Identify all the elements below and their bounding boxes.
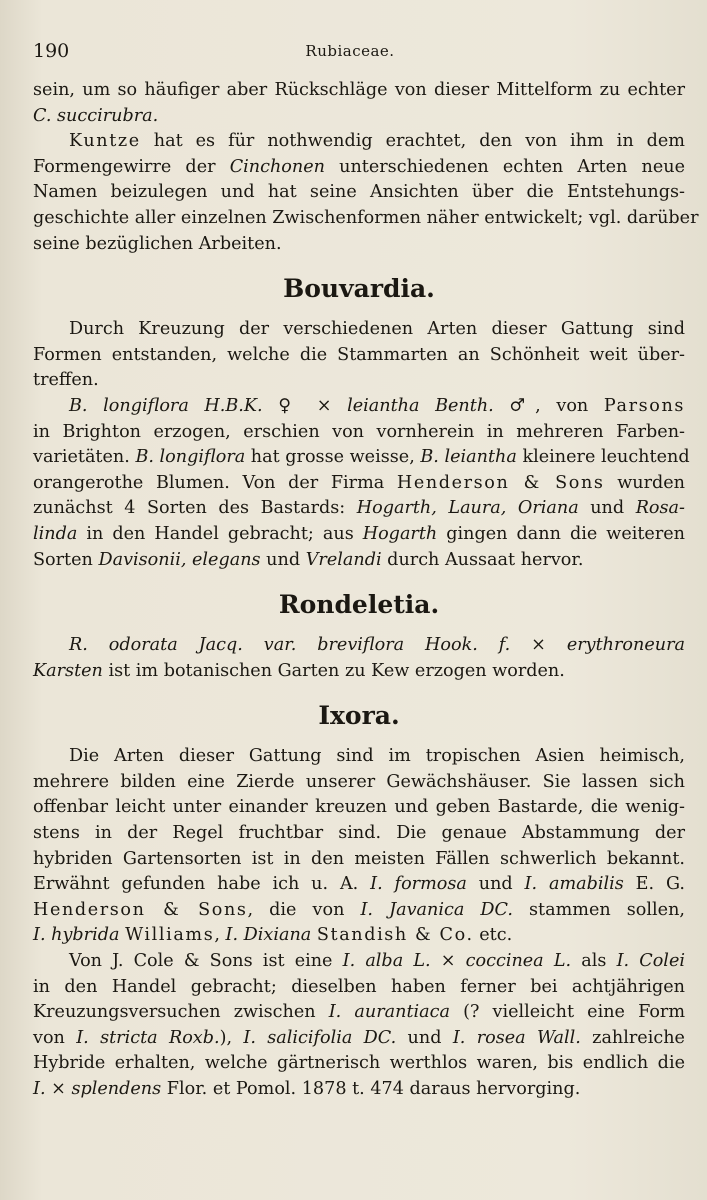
text-run: durch Aussaat hervor. (381, 549, 584, 570)
text-run: wurden (604, 472, 686, 493)
text-run: zahlreiche (580, 1027, 685, 1048)
text-line: Namen beizulegen und hat seine Ansichten über die Entstehungs- (33, 182, 685, 203)
page-body (33, 78, 699, 1103)
section-heading-ixora: Ixora. (318, 701, 400, 731)
taxon-name: Cinchonen (229, 156, 325, 177)
text-run: Von J. Cole & Sons ist eine (69, 951, 343, 972)
taxon-name: I. stricta Roxb. (76, 1027, 220, 1048)
text-line: mehrere bilden eine Zierde unserer Gewächshäuser. Sie lassen sich (33, 771, 685, 792)
cultivar-name: linda (33, 523, 78, 544)
text-run: und (466, 874, 525, 895)
text-run: Kreuzungsversuchen zwischen (33, 1002, 329, 1023)
intro-paragraph (33, 78, 699, 257)
text-run: E. G. (623, 874, 685, 895)
text-line (33, 633, 685, 659)
text-run: varietäten. (33, 447, 136, 468)
text-run: und (578, 498, 636, 519)
text-run: etc. (473, 925, 513, 946)
taxon-name: C. succirubra. (33, 105, 159, 126)
text-run: Erwähnt gefunden habe ich u. A. (33, 874, 371, 895)
taxon-name: I. × splendens (33, 1079, 162, 1099)
text-line: offenbar leicht unter einander kreuzen und geben Bastarde, die wenig- (33, 797, 685, 818)
text-run: hat es für nothwendig erachtet, den von ihm in dem (140, 131, 685, 152)
text-run: ist im botanischen Garten zu Kew erzogen worden. (102, 660, 565, 681)
text-run: ), (219, 1027, 244, 1048)
firm-name: Henderson & Sons (396, 472, 605, 493)
taxon-author: Karsten (33, 660, 103, 681)
text-line (33, 1026, 685, 1052)
text-line (33, 104, 685, 130)
text-line (33, 394, 685, 420)
text-run: Flor. et Pomol. 1878 t. 474 daraus hervorging. (161, 1079, 581, 1099)
taxon-name: I. aurantiaca (328, 1002, 450, 1023)
text-line: Hybride erhalten, welche gärtnerisch werthlos waren, bis endlich die (33, 1053, 685, 1074)
text-run: von (33, 1027, 77, 1048)
taxon-name: I. formosa (370, 874, 467, 895)
taxon-name: I. alba L. × coccinea L. (342, 951, 572, 972)
cultivar-names: Hogarth, Laura, Oriana (356, 498, 579, 519)
text-line (33, 1000, 685, 1026)
ixora-section (33, 744, 685, 1102)
text-line (33, 155, 685, 181)
text-line (33, 129, 685, 155)
text-line: sein, um so häufiger aber Rückschläge von dieser Mittelform zu echter (33, 80, 685, 100)
person-name: Williams (125, 925, 215, 946)
cultivar-name: Vrelandi (305, 549, 382, 570)
text-run: Sorten (33, 549, 99, 570)
text-run: , von (535, 395, 604, 416)
text-run: kleinere leuchtend (516, 447, 690, 468)
taxon-name: I. hybrida (33, 925, 120, 946)
page-number: 190 (33, 40, 70, 62)
text-run: Formengewirre der (33, 156, 230, 177)
text-line: seine bezüglichen Arbeiten. (33, 233, 282, 254)
text-run: in den Handel gebracht; aus (77, 523, 363, 544)
author-name: Kuntze (69, 131, 141, 152)
text-line (33, 949, 685, 975)
text-line: Die Arten dieser Gattung sind im tropischen Asien heimisch, (69, 746, 685, 767)
taxon-name: I. Colei (616, 951, 685, 972)
section-heading-bouvardia: Bouvardia. (283, 274, 435, 304)
taxon-name: I. amabilis (524, 874, 624, 895)
text-line: in den Handel gebracht; dieselben haben ferner bei achtjährigen (33, 976, 685, 997)
text-line (33, 445, 690, 471)
taxon-name: B. longiflora H.B.K. ♀ × leiantha Benth. ♂ (69, 395, 536, 416)
section-heading-rondeletia: Rondeletia. (278, 590, 440, 620)
text-line: hybriden Gartensorten ist in den meisten Fällen schwerlich bekannt. (33, 848, 685, 869)
taxon-name: B. leiantha (420, 447, 517, 468)
cultivar-name: Rosa- (635, 498, 685, 519)
text-run: , die von (247, 899, 361, 920)
rondeletia-section (33, 633, 685, 684)
running-head: Rubiaceae. (305, 42, 395, 60)
taxon-name: B. longiflora (135, 447, 246, 468)
text-line: in Brighton erzogen, erschien von vornherein in mehreren Farben- (33, 421, 685, 442)
text-run: stammen sollen, (512, 899, 685, 920)
text-line (33, 1077, 685, 1103)
text-run: und (260, 549, 306, 570)
text-line (33, 923, 685, 949)
text-line: Formen entstanden, welche die Stammarten an Schönheit weit über- (33, 344, 685, 365)
taxon-name: I. rosea Wall. (452, 1027, 581, 1048)
text-line (33, 496, 685, 522)
text-run: zunächst 4 Sorten des Bastards: (33, 498, 357, 519)
text-line: geschichte aller einzelnen Zwischenformen näher entwickelt; vgl. darüber (33, 207, 699, 228)
text-run: und (396, 1027, 453, 1048)
firm-name: Standish & Co. (316, 925, 474, 946)
text-line (33, 659, 685, 685)
bouvardia-section (33, 317, 690, 573)
person-name: Parsons (603, 395, 686, 416)
text-line (33, 548, 685, 574)
text-run: , (214, 925, 226, 946)
taxon-name: I. salicifolia DC. (243, 1027, 397, 1048)
text-line: Durch Kreuzung der verschiedenen Arten dieser Gattung sind (69, 319, 685, 340)
taxon-name: I. Javanica DC. (360, 899, 513, 920)
text-run: als (571, 951, 617, 972)
text-line (33, 471, 685, 497)
text-line (33, 872, 685, 898)
text-run: orangerothe Blumen. Von der Firma (33, 472, 397, 493)
text-run: gingen dann die weiteren (437, 523, 685, 544)
text-run: (? vielleicht eine Form (449, 1002, 686, 1023)
text-run: unterschiedenen echten Arten neue (324, 156, 685, 177)
text-line: treffen. (33, 370, 99, 391)
taxon-name: I. Dixiana (225, 925, 312, 946)
cultivar-name: Hogarth (362, 523, 438, 544)
firm-name: Henderson & Sons (33, 899, 248, 920)
text-line (33, 898, 685, 924)
page-header (33, 36, 667, 66)
taxon-name: R. odorata Jacq. var. breviflora Hook. f. × erythroneura (69, 635, 685, 656)
cultivar-names: Davisonii, elegans (98, 549, 261, 570)
text-line: stens in der Regel fruchtbar sind. Die genaue Abstammung der (33, 823, 685, 844)
text-run: hat grosse weisse, (245, 447, 421, 468)
text-line (33, 522, 685, 548)
